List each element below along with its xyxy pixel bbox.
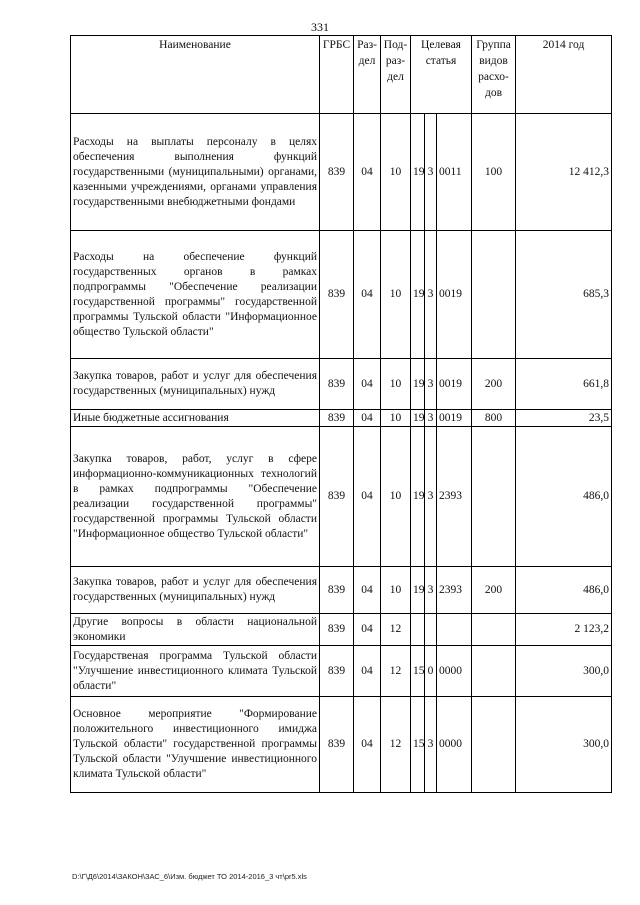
row-gruppa [472, 614, 516, 646]
header-gruppa: Группа видов расхо- дов [472, 36, 516, 114]
row-name: Другие вопросы в области национальной экономики [71, 614, 320, 646]
row-podrazdel: 10 [381, 567, 411, 614]
table-row [71, 427, 612, 567]
row-target-subprogram: 0 [425, 646, 437, 697]
row-target-program: 19 [411, 359, 425, 410]
row-name: Расходы на выплаты персоналу в целях обеспечения выполнения функций государственными (муниципальными) органами, казенными учреждениями, органами управления государственными внебюджетными фондами [71, 114, 320, 231]
row-podrazdel: 12 [381, 646, 411, 697]
row-podrazdel: 12 [381, 614, 411, 646]
row-amount: 300,0 [516, 646, 612, 697]
footer-file-path: D:\Г\Д6\2014\ЗАКОН\ЗАС_6\Изм. бюджет ТО 2014-2016_3 чт\pr5.xls [72, 872, 307, 881]
header-year: 2014 год [516, 36, 612, 114]
row-target-subprogram: 3 [425, 231, 437, 359]
budget-table [70, 35, 612, 793]
row-target-program: 19 [411, 410, 425, 427]
row-name: Закупка товаров, работ, услуг в сфере информационно-коммуникационных технологий в рамках подпрограммы "Обеспечение реализации государственной программы" государственной программы Тульской области "Информационное общество Тульской области" [71, 427, 320, 567]
row-target-program: 19 [411, 231, 425, 359]
row-razdel: 04 [354, 231, 381, 359]
row-razdel: 04 [354, 410, 381, 427]
table-row [71, 697, 612, 793]
row-grbs: 839 [320, 114, 354, 231]
row-target-program: 15 [411, 646, 425, 697]
row-podrazdel: 10 [381, 427, 411, 567]
row-grbs: 839 [320, 231, 354, 359]
row-grbs: 839 [320, 614, 354, 646]
row-amount: 2 123,2 [516, 614, 612, 646]
row-name: Расходы на обеспечение функций государственных органов в рамках подпрограммы "Обеспечение реализации государственной программы" государственной программы Тульской области "Информационное общество Тульской области" [71, 231, 320, 359]
row-name: Закупка товаров, работ и услуг для обеспечения государственных (муниципальных) нужд [71, 359, 320, 410]
row-amount: 23,5 [516, 410, 612, 427]
row-gruppa [472, 231, 516, 359]
row-amount: 12 412,3 [516, 114, 612, 231]
row-podrazdel: 10 [381, 231, 411, 359]
row-podrazdel: 10 [381, 114, 411, 231]
row-grbs: 839 [320, 359, 354, 410]
page-number: 331 [311, 20, 329, 34]
row-gruppa: 200 [472, 567, 516, 614]
row-name: Закупка товаров, работ и услуг для обеспечения государственных (муниципальных) нужд [71, 567, 320, 614]
row-target-direction: 0000 [437, 646, 472, 697]
row-amount: 661,8 [516, 359, 612, 410]
row-target-program [411, 614, 425, 646]
row-razdel: 04 [354, 697, 381, 793]
header-row [71, 36, 612, 114]
row-target-subprogram: 3 [425, 427, 437, 567]
header-podrazdel: Под- раз- дел [381, 36, 411, 114]
row-amount: 486,0 [516, 427, 612, 567]
row-grbs: 839 [320, 697, 354, 793]
row-amount: 486,0 [516, 567, 612, 614]
header-name: Наименование [71, 36, 320, 114]
row-grbs: 839 [320, 410, 354, 427]
row-target-subprogram: 3 [425, 410, 437, 427]
row-gruppa: 100 [472, 114, 516, 231]
row-target-program: 19 [411, 567, 425, 614]
row-name: Основное мероприятие "Формирование положительного инвестиционного имиджа Тульской области" государственной программы Тульской области "Улучшение инвестиционного климата Тульской области" [71, 697, 320, 793]
table-row [71, 646, 612, 697]
row-gruppa: 800 [472, 410, 516, 427]
table-row [71, 114, 612, 231]
row-gruppa [472, 697, 516, 793]
row-target-program: 19 [411, 114, 425, 231]
row-target-program: 19 [411, 427, 425, 567]
row-gruppa [472, 427, 516, 567]
row-target-subprogram: 3 [425, 114, 437, 231]
row-razdel: 04 [354, 427, 381, 567]
row-target-direction [437, 614, 472, 646]
row-amount: 300,0 [516, 697, 612, 793]
header-razdel: Раз- дел [354, 36, 381, 114]
header-grbs: ГРБС [320, 36, 354, 114]
row-gruppa: 200 [472, 359, 516, 410]
table-row [71, 231, 612, 359]
row-podrazdel: 10 [381, 410, 411, 427]
row-razdel: 04 [354, 114, 381, 231]
row-target-subprogram: 3 [425, 697, 437, 793]
row-target-direction: 0000 [437, 697, 472, 793]
row-grbs: 839 [320, 427, 354, 567]
row-podrazdel: 10 [381, 359, 411, 410]
row-gruppa [472, 646, 516, 697]
row-podrazdel: 12 [381, 697, 411, 793]
row-target-direction: 2393 [437, 427, 472, 567]
row-target-subprogram [425, 614, 437, 646]
row-target-direction: 0019 [437, 410, 472, 427]
table-row [71, 410, 612, 427]
row-target-program: 15 [411, 697, 425, 793]
row-target-direction: 0019 [437, 231, 472, 359]
row-target-subprogram: 3 [425, 359, 437, 410]
row-name: Иные бюджетные ассигнования [71, 410, 320, 427]
row-razdel: 04 [354, 614, 381, 646]
row-target-direction: 2393 [437, 567, 472, 614]
table-row [71, 359, 612, 410]
row-target-subprogram: 3 [425, 567, 437, 614]
row-razdel: 04 [354, 359, 381, 410]
row-grbs: 839 [320, 646, 354, 697]
row-amount: 685,3 [516, 231, 612, 359]
row-target-direction: 0011 [437, 114, 472, 231]
table-row [71, 614, 612, 646]
row-target-direction: 0019 [437, 359, 472, 410]
row-name: Государственая программа Тульской области "Улучшение инвестиционного климата Тульской области" [71, 646, 320, 697]
header-tselevaya: Целевая статья [411, 36, 472, 114]
row-razdel: 04 [354, 567, 381, 614]
table-row [71, 567, 612, 614]
row-grbs: 839 [320, 567, 354, 614]
row-razdel: 04 [354, 646, 381, 697]
